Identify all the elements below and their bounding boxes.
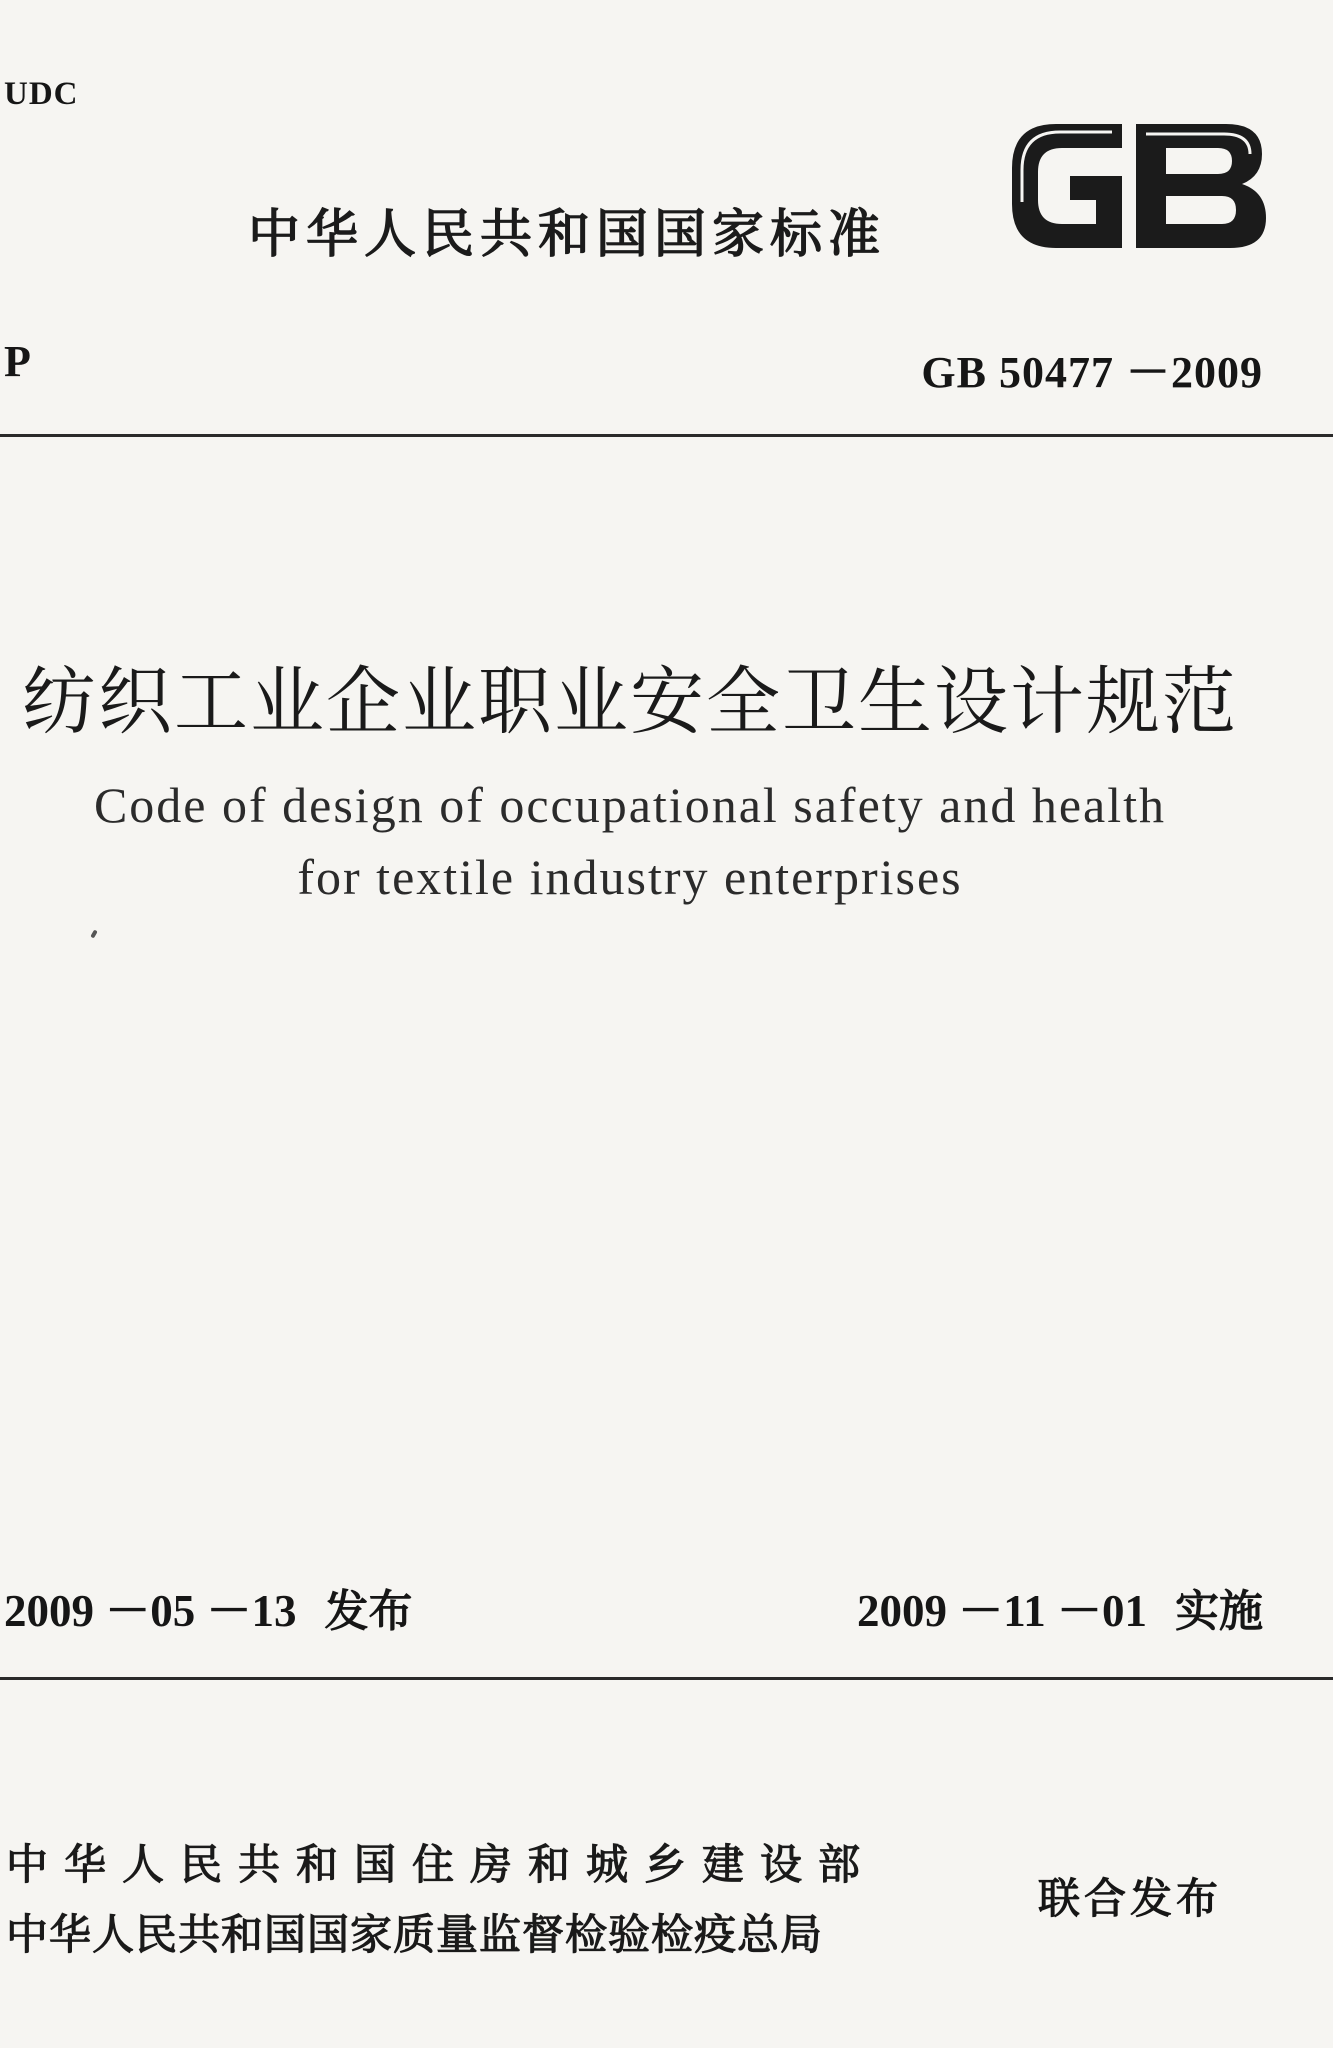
issue-date-block (4, 1574, 413, 1639)
implement-date: 2009 －11 －01 (856, 1586, 1147, 1636)
gb-logo (1004, 116, 1272, 256)
issue-date: 2009 －05 －13 (4, 1586, 297, 1636)
publisher-org1: 中华人民共和国住房和城乡建设部 (6, 1840, 877, 1889)
scan-speck (90, 930, 97, 939)
standard-type: 中华人民共和国国家标准 (248, 205, 887, 265)
joint-issue-label: 联合发布 (1038, 1874, 1223, 1923)
standard-number: GB 50477 －2009 (921, 348, 1263, 397)
title-english-line1: Code of design of occupational safety and health (93, 777, 1167, 833)
implement-label: 实施 (1175, 1586, 1263, 1637)
classification-code: P (4, 337, 31, 386)
title-chinese: 纺织工业企业职业安全卫生设计规范 (22, 659, 1238, 745)
bottom-divider (0, 1677, 1333, 1680)
title-english-line2: for textile industry enterprises (297, 849, 963, 905)
issue-label: 发布 (324, 1586, 413, 1637)
implement-date-block (857, 1574, 1263, 1639)
publisher-org2: 中华人民共和国国家质量监督检验检疫总局 (6, 1910, 824, 1959)
top-divider (0, 434, 1333, 437)
udc-label: UDC (4, 76, 79, 112)
